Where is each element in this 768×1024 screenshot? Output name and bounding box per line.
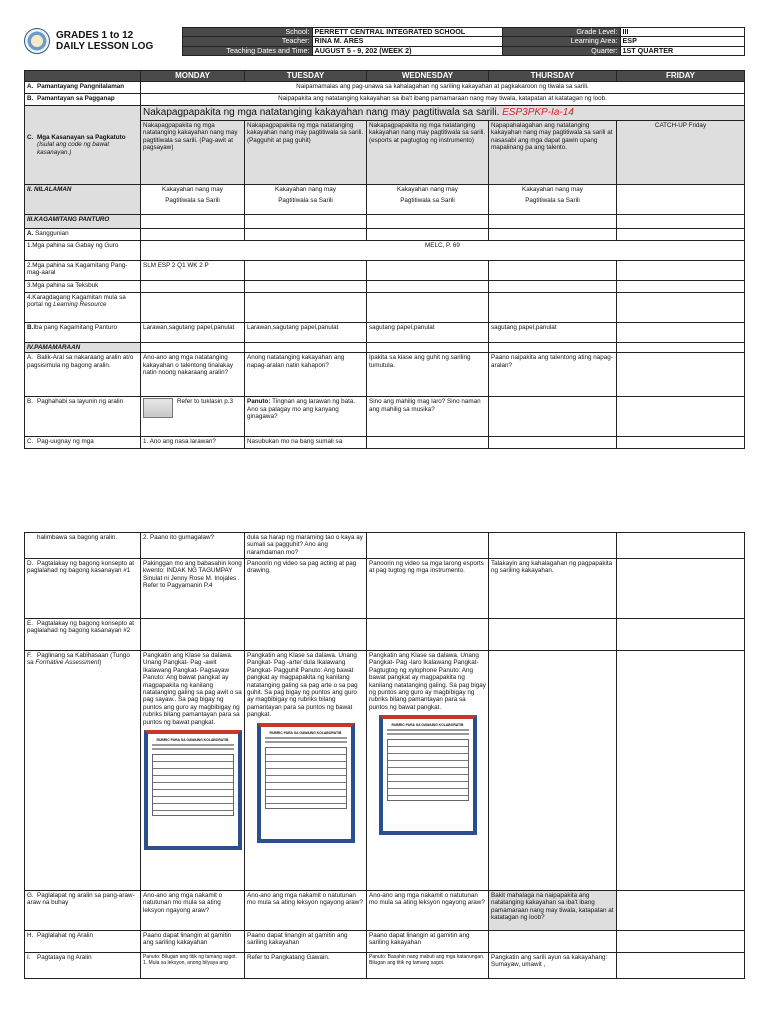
iba-pang-thu: sagutang papel,panulat (489, 323, 617, 343)
karagdagang-tue (245, 293, 367, 323)
paghahabi-mon-text: Refer to tuklasin p.3 (177, 398, 234, 406)
karagdagang-wed (367, 293, 489, 323)
paglalahat-text: Paglalahat ng Aralin (37, 932, 94, 939)
pag-uugnay-cont-thu (489, 533, 617, 559)
header-table (24, 27, 745, 56)
row-karagdagang-kagamitan (25, 293, 745, 323)
balik-aral-tue: Anong natatanging kakayahan ang napag-aralan natin kahapon? (245, 353, 367, 397)
kagamitang-tue (245, 215, 367, 229)
row-b-content: Naipapakita ang natatanging kakayahan sa iba't ibang pamamaraan nang may tiwala, katapatan at katatagan ng loob. (141, 94, 745, 106)
title-line-2: DAILY LESSON LOG (56, 40, 154, 52)
pagtataya-wed: Panuto: Basahin nang mabuti ang mga katanungan. Bilugan ang titik ng tamang sagot. (367, 953, 489, 979)
teksbuk-label: 3.Mga pahina sa Teksbuk (25, 281, 141, 293)
karagdagang-text: 4.Karagdagang Kagamitan mula sa portal ng (27, 294, 126, 309)
paghahabi-thu (489, 397, 617, 437)
mag-aaral-thu (489, 261, 617, 281)
header-title-cell (24, 28, 182, 56)
kagamitang-thu (489, 215, 617, 229)
nilalaman-mon-l2: Pagtitiwala sa Sarili (165, 197, 220, 205)
teksbuk-tue (245, 281, 367, 293)
pamamaraan-wed (367, 343, 489, 353)
row-b-letter: B. (27, 95, 34, 102)
row-c-tue: Nakapagpapakita ng mga natatanging kakayahan nang may pagtitiwala sa sarili. (Pagguhit at pag guhit) (245, 121, 367, 185)
iba-pang-mon: Larawan,sagutang papel,panulat (141, 323, 245, 343)
pag-uugnay-cont-label: halimbawa sa bagong aralin. (25, 533, 141, 559)
pag-uugnay-text: Pag-uugnay ng mga (37, 438, 94, 446)
rubric-title-tue: RUBRIC PARA SA GAWAING KOLABORATIB (269, 730, 342, 735)
nilalaman-mon (141, 185, 245, 215)
row-teksbuk (25, 281, 745, 293)
pagtataya-fri (617, 953, 745, 979)
sanggunian-mon (141, 229, 245, 241)
area-value: ESP (620, 37, 744, 46)
school-value: PERRETT CENTRAL INTEGRATED SCHOOL (312, 28, 502, 37)
paglinang-tue (245, 651, 367, 891)
teksbuk-fri (617, 281, 745, 293)
row-c-label (25, 106, 141, 185)
rubric-image-tue (257, 723, 355, 843)
row-c-wed: Nakapagpapakita ng mga natatanging kakayahan nang may pagtitiwala sa sarili. (esports at pagtugtog ng instrumento) (367, 121, 489, 185)
nilalaman-thu-l1: Kakayahan nang may (522, 186, 583, 193)
teksbuk-thu (489, 281, 617, 293)
row-a-letter: A. (27, 83, 34, 90)
paghahabi-text: Paghahabi sa layunin ng aralin (37, 398, 124, 406)
pagtataya-tue: Refer to Pangkatang Gawain. (245, 953, 367, 979)
tuklasin-picture-icon (143, 398, 173, 418)
paghahabi-tue-bold: Panuto: (247, 398, 271, 406)
row-balik-aral (25, 353, 745, 397)
pag-uugnay-wed (367, 437, 489, 449)
paghahabi-mon (141, 397, 245, 437)
lesson-table-page-1 (24, 70, 745, 449)
paglalahat-tue: Paano dapat linangin at gamitin ang sariling kakayahan (245, 931, 367, 953)
pagtalakay-1-letter: D. (27, 560, 34, 567)
mag-aaral-tue (245, 261, 367, 281)
nilalaman-wed (367, 185, 489, 215)
nilalaman-label: II. NILALAMAN (25, 185, 141, 215)
karagdagang-ital: Learning Resource (53, 301, 107, 309)
pag-uugnay-cont-wed (367, 533, 489, 559)
sanggunian-label (25, 229, 141, 241)
row-paghahabi (25, 397, 745, 437)
paglinang-tue-text: Pangkatin ang Klase sa dalawa. Unang Pangkat- Pag -arte/ dula Ikalawang Pangkat- Pagguhit Panuto: Ang bawat pangkat ay magpapakita ng kanilang natatanging galing sa pag arte o sa pag guhit. Sa pag bigay ng puntos ang guro ay magbibigay ng rubriks bilang pamantayan para sa puntos ng bawat pangkat. (247, 652, 358, 719)
pagtataya-label (25, 953, 141, 979)
iba-pang-tue: Larawan,sagutang papel,panulat (245, 323, 367, 343)
pagtalakay-2-thu (489, 619, 617, 651)
paglinang-text: Paglinang sa Kabihasaan (Tungo sa (27, 652, 130, 667)
day-friday: FRIDAY (617, 71, 745, 82)
pagtalakay-1-thu: Talakayin ang kahalagahan ng pagpapakita ng sariling kakayahan. (489, 559, 617, 619)
iba-pang-fri (617, 323, 745, 343)
kagamitang-fri (617, 215, 745, 229)
row-gabay-ng-guro (25, 241, 745, 261)
row-iba-pang-kagamitan (25, 323, 745, 343)
deped-seal-icon (24, 28, 50, 54)
row-pag-uugnay-cont (25, 533, 745, 559)
paglalapat-thu: Bakit mahalaga na naipapakita ang natatanging kakayahan sa iba't ibang pamamaraan nang may tiwala, katapatan at katatagan ng loob? (489, 891, 617, 931)
pag-uugnay-cont-tue: dula sa harap ng maraming tao o kaya ay sumali sa pagguhit? Ano ang naramdaman mo? (245, 533, 367, 559)
paglalapat-fri (617, 891, 745, 931)
pamamaraan-tue (245, 343, 367, 353)
paglalahat-thu (489, 931, 617, 953)
pagtalakay-1-tue: Panoorin ng video sa pag acting at pag drawing. (245, 559, 367, 619)
pagtataya-thu: Pangkatin ang sarili ayun sa kakayahang: Sumayaw, umawit , (489, 953, 617, 979)
nilalaman-tue (245, 185, 367, 215)
pag-uugnay-mon: 1. Ano ang nasa larawan? (141, 437, 245, 449)
paglalahat-letter: H. (27, 932, 34, 939)
row-paglalapat (25, 891, 745, 931)
row-a-label (25, 82, 141, 94)
school-label: School: (182, 28, 312, 37)
pag-uugnay-cont-mon: 2. Paano ito gumagalaw? (141, 533, 245, 559)
paglinang-mon-text: Pangkatin ang Klase sa dalawa. Unang Pangkat- Pag -awit Ikalawang Pangkat- Pagsayaw Panuto: Ang bawat pangkat ay magpapakita ng kanilang natatanging galing sa pag awit o sa pag sayaw.. Sa pag bigay ng puntos ang guro ay magbibigay ng rubriks bilang pamantayan para sa puntos ng bawat pangkat. (143, 652, 242, 726)
pagtalakay-2-mon (141, 619, 245, 651)
row-paglalahat (25, 931, 745, 953)
row-c-fri: CATCH-UP Friday (617, 121, 745, 185)
day-monday: MONDAY (141, 71, 245, 82)
paghahabi-wed: Sino ang mahilig mag laro? Sino naman ang mahilig sa musika? (367, 397, 489, 437)
row-kagamitang-panturo (25, 215, 745, 229)
area-label: Learning Area: (502, 37, 620, 46)
row-c-sub: (Isulat ang code ng bawat kasanayan.) (37, 141, 110, 156)
pag-uugnay-tue: Nasubukan mo na bang sumali sa (245, 437, 367, 449)
balik-aral-wed: Ipakita sa klase ang guhit ng sariling tumutula. (367, 353, 489, 397)
paglinang-thu (489, 651, 617, 891)
paglinang-mon (141, 651, 245, 891)
nilalaman-thu (489, 185, 617, 215)
nilalaman-fri (617, 185, 745, 215)
pag-uugnay-label (25, 437, 141, 449)
paglalahat-wed: Paano dapat linangin at gamitin ang sariling kakayahan (367, 931, 489, 953)
row-pagtalakay-1 (25, 559, 745, 619)
row-c-letter: C. (27, 133, 34, 141)
karagdagang-thu (489, 293, 617, 323)
page-two (0, 528, 768, 1024)
paglalapat-wed: Ano-ano ang mga nakamit o natutunan mo mula sa ating leksyon ngayong araw? (367, 891, 489, 931)
paglalahat-mon: Paano dapat linangin at gamitin ang sariling kakayahan (141, 931, 245, 953)
pagtalakay-1-fri (617, 559, 745, 619)
sanggunian-tue (245, 229, 367, 241)
iba-pang-text: Iba pang Kagamitang Panturo (33, 324, 117, 331)
iba-pang-label (25, 323, 141, 343)
paghahabi-fri (617, 397, 745, 437)
paghahabi-tue (245, 397, 367, 437)
pagtalakay-2-letter: E. (27, 620, 33, 627)
rubric-image-wed (379, 715, 477, 835)
paglalapat-mon: Ano-ano ang mga nakamit o natutunan mo mula sa ating leksyon ngayong araw? (141, 891, 245, 931)
iba-pang-letter: B. (27, 324, 34, 331)
paglinang-label (25, 651, 141, 891)
row-nilalaman (25, 185, 745, 215)
pagtalakay-2-fri (617, 619, 745, 651)
paglinang-wed (367, 651, 489, 891)
pamamaraan-thu (489, 343, 617, 353)
pagtalakay-2-text: Pagtalakay ng bagong konsepto at paglalahad ng bagong kasanayan #2 (27, 620, 134, 635)
row-sanggunian (25, 229, 745, 241)
gabay-value: MELC, P. 69 (141, 241, 745, 261)
nilalaman-tue-l2: Pagtitiwala sa Sarili (278, 197, 333, 205)
mag-aaral-wed (367, 261, 489, 281)
mag-aaral-fri (617, 261, 745, 281)
lesson-table-page-2 (24, 532, 745, 979)
quarter-label: Quarter: (502, 46, 620, 55)
row-a-content: Naipamamalas ang pag-unawa sa kahalagahan ng sariling kakayahan at pagkakaroon ng tiwala sa sarili. (141, 82, 745, 94)
balik-aral-fri (617, 353, 745, 397)
day-header-blank (25, 71, 141, 82)
grade-value: III (620, 28, 744, 37)
dates-value: AUGUST 5 - 9, 202 (WEEK 2) (312, 46, 502, 55)
paglinang-wed-text: Pangkatin ang Klase sa dalawa. Unang Pangkat- Pag -laro Ikalawang Pangkat- Pagtugtog ng xylophone Panuto: Ang bawat pangkat ay magpapakita ng kanilang natatanging galing. Sa pag bigay ng puntos ang guro ay magbibigay ng rubriks bilang pamantayan para sa puntos ng bawat pangkat. (369, 652, 486, 711)
quarter-value: 1ST QUARTER (620, 46, 744, 55)
title-line-1: GRADES 1 to 12 (56, 29, 134, 41)
row-pagtalakay-2 (25, 619, 745, 651)
day-wednesday: WEDNESDAY (367, 71, 489, 82)
sanggunian-text: Sanggunian (35, 230, 69, 237)
row-c-span-text: Nakapagpapakita ng mga natatanging kakayahan nang may pagtitiwala sa sarili. (143, 107, 500, 118)
balik-aral-label (25, 353, 141, 397)
nilalaman-thu-l2: Pagtitiwala sa Sarili (525, 197, 580, 205)
row-kagamitang-mag-aaral (25, 261, 745, 281)
sanggunian-fri (617, 229, 745, 241)
sanggunian-thu (489, 229, 617, 241)
sanggunian-letter: A. (27, 230, 34, 237)
paglinang-letter: F. (27, 652, 32, 659)
row-c-heading (25, 106, 745, 121)
balik-aral-mon: Ano-ano ang mga natatanging kakayahan o talentong tinalakay natin noong nakaraang aralin? (141, 353, 245, 397)
nilalaman-tue-l1: Kakayahan nang may (275, 186, 336, 193)
pagtalakay-1-label (25, 559, 141, 619)
paglalapat-label (25, 891, 141, 931)
row-a-text: Pamantayang Pangnilalaman (37, 83, 125, 90)
paglalahat-label (25, 931, 141, 953)
row-c-span (141, 106, 745, 121)
paglinang-end: ) (99, 659, 102, 667)
kagamitang-wed (367, 215, 489, 229)
sanggunian-wed (367, 229, 489, 241)
day-tuesday: TUESDAY (245, 71, 367, 82)
rubric-title-mon: RUBRIC PARA SA GAWAING KOLABORATIB (156, 738, 229, 743)
row-c-thu: Napapahalagahan ang natatanging kakayahan nang may pagtitiwala sa sarili at nasasabi ang mga dapat gawin upang mapalinang pa ang talento. (489, 121, 617, 185)
pagtalakay-2-wed (367, 619, 489, 651)
pagtalakay-1-wed: Panoorin ng video sa mga larong esports at pag tugtog ng mga instrumento. (367, 559, 489, 619)
pagtalakay-1-mon: Pakinggan mo ang babasahin kong kwento: INDAK NG TAGUMPAY Sinulat ni Jenny Rose M. Inojales . Refer to Pagyamanin P.4 (141, 559, 245, 619)
paghahabi-tue-text: Tingnan ang larawan ng bata. Ano sa palagay mo ang kanyang ginagawa? (247, 398, 356, 421)
rubric-image-mon (144, 730, 242, 850)
nilalaman-mon-l1: Kakayahan nang may (162, 186, 223, 193)
teksbuk-wed (367, 281, 489, 293)
pagtataya-text: Pagtataya ng Aralin (37, 954, 92, 961)
paglalapat-letter: G. (27, 892, 34, 899)
row-pagtataya (25, 953, 745, 979)
iba-pang-wed: sagutang papel,panulat (367, 323, 489, 343)
row-b-text: Pamantayan sa Pagganap (37, 95, 115, 102)
day-header-row (25, 71, 745, 82)
row-pamantayang-pangnilalaman (25, 82, 745, 94)
row-c-mon: Nakapagpapakita ng mga natatanging kakayahan nang may pagtitiwala sa sarili. (Pag-awit at pagsayaw) (141, 121, 245, 185)
row-b-label (25, 94, 141, 106)
row-c-text: Mga Kasanayan sa Pagkatuto (37, 133, 126, 141)
paglinang-ital: Formative Assessment (35, 659, 100, 667)
teksbuk-mon (141, 281, 245, 293)
pag-uugnay-fri (617, 437, 745, 449)
paglalapat-text: Paglalapat ng aralin sa pang-araw-araw na buhay (27, 892, 135, 907)
grade-label: Grade Level: (502, 28, 620, 37)
paghahabi-label (25, 397, 141, 437)
kagamitang-label: III.KAGAMITANG PANTURO (25, 215, 141, 229)
day-thursday: THURSDAY (489, 71, 617, 82)
nilalaman-wed-l2: Pagtitiwala sa Sarili (400, 197, 455, 205)
balik-aral-text: Balik-Aral sa nakaraang aralin at/o pagsisimula ng bagong aralin. (27, 354, 134, 369)
mag-aaral-label: 2.Mga pahina sa Kagamitang Pang-mag-aaral (25, 261, 141, 281)
mag-aaral-mon: SLM ESP 2 Q1 WK 2 P (141, 261, 245, 281)
pagtalakay-1-text: Pagtalakay ng bagong konsepto at paglalahad ng bagong kasanayan #1 (27, 560, 134, 575)
nilalaman-wed-l1: Kakayahan nang may (397, 186, 458, 193)
row-paglinang (25, 651, 745, 891)
row-c-code: ESP3PKP-Ia-14 (502, 107, 574, 118)
karagdagang-label (25, 293, 141, 323)
pagtataya-letter: I. (27, 954, 31, 961)
pagtataya-mon: Panuto: Bilugan ang titik ng tamang sagot. 1. Mula sa leksyon, anong bilyaya ang (141, 953, 245, 979)
pamamaraan-mon (141, 343, 245, 353)
row-pamamaraan (25, 343, 745, 353)
pagtalakay-2-label (25, 619, 141, 651)
pamamaraan-label: IV.PAMAMARAAN (25, 343, 141, 353)
rubric-title-wed: RUBRIC PARA SA GAWAING KOLABORATIB (391, 723, 464, 728)
teacher-value: RINA M. ARES (312, 37, 502, 46)
paglalahat-fri (617, 931, 745, 953)
dates-label: Teaching Dates and Time: (182, 46, 312, 55)
teacher-label: Teacher: (182, 37, 312, 46)
pagtalakay-2-tue (245, 619, 367, 651)
pag-uugnay-letter: C. (27, 438, 34, 446)
row-pag-uugnay (25, 437, 745, 449)
paglalapat-tue: Ano-ano ang mga nakamit o natutunan mo mula sa ating leksyon ngayong araw? (245, 891, 367, 931)
pag-uugnay-thu (489, 437, 617, 449)
balik-aral-letter: A. (27, 354, 33, 362)
pamamaraan-fri (617, 343, 745, 353)
gabay-label: 1.Mga pahina sa Gabay ng Guro (25, 241, 141, 261)
karagdagang-fri (617, 293, 745, 323)
row-pamantayan-sa-pagganap (25, 94, 745, 106)
pag-uugnay-cont-fri (617, 533, 745, 559)
balik-aral-thu: Paano naipakita ang talentong ating napag-aralan? (489, 353, 617, 397)
paghahabi-letter: B. (27, 398, 33, 406)
paglinang-fri (617, 651, 745, 891)
karagdagang-mon (141, 293, 245, 323)
kagamitang-mon (141, 215, 245, 229)
